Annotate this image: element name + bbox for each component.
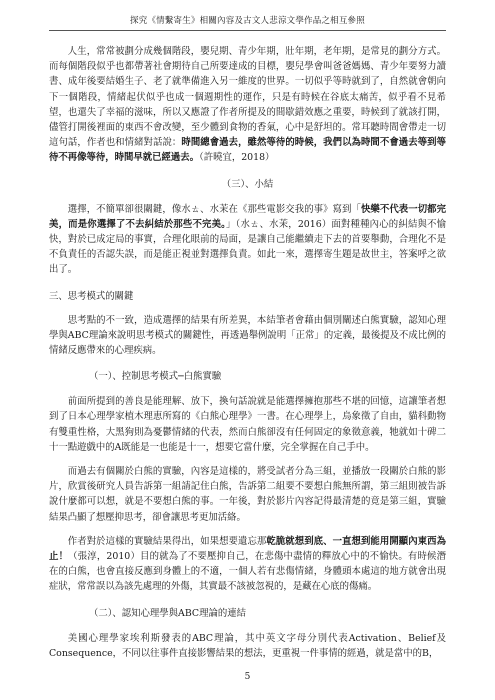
paragraph-text: 」（水ㄊ、水茉，2016）面對種種內心的糾結與不愉快，對於已成定局的事實，合理化眼前的局面，是讓自己能繼續走下去的首要舉動，合理化不是不負責任的否認失誤，而是能正視並對選擇負責。如此一來，選擇寄生題是故世主，答案呼之欲出了。 xyxy=(49,218,447,276)
bold-quote: 乾脆就想到底、一直想到能用開顯內東西為止！ xyxy=(49,535,446,563)
subsection-heading-abc-theory: （二）、認知心理學與ABC理論的連結 xyxy=(89,607,246,619)
page-number: 5 xyxy=(244,672,251,682)
chapter-heading-thinking-mode: 三、思考模式的關鍵 xyxy=(49,290,134,302)
paragraph-choice xyxy=(49,202,446,278)
paragraph-white-bear-result xyxy=(49,534,446,595)
citation: （許曉宜，2018） xyxy=(199,152,275,164)
bold-quote: 時間總會過去，雖然等待的時候，我們以為時間不會過去等到等待不再像等待，時間早就已經過去。 xyxy=(49,137,446,164)
paragraph-text: 人生，常常被劃分成幾個階段，嬰兒期、青少年期，壯年期，老年期，是常見的劃分方式。而每個階段似乎也都帶著社會期待自己所要達成的目標，嬰兒學會叫爸爸媽媽、青少年要努力讀書、成年後要結婚生子、老了就準備進入另一維度的世界。一切似乎等時就到了，自然就會朝向下一個階段，情緒起伏似乎也成一個週期性的運作，只是有時候在谷底太痛苦，似乎看不見希望，也還失了幸福的滋味，所以又應證了作者所提及的間歇錯效應之重要，時候到了就該打開，儘管打開後裡面的東西不會改變，至少體到食物的香氣，心中是舒坦的。常耳聽時間會帶走一切這句話，作者也和情緒對話說： xyxy=(49,46,446,149)
paragraph-white-bear-experiment: 而過去有個關於白熊的實驗，內容是這樣的，將受試者分為三組，並播放一段關於白熊的影片，欣賞後研究人員告訴第一組請記住白熊，告訴第二組要不要想白熊無所謂，第三組則被告訴說什麼都可以想，就是不要想白熊的事。一年後，對於影片內容記得最清楚的竟是第三組，實驗結果凸顯了想壓抑思考，卻會讓思考更加活絡。 xyxy=(49,466,446,523)
paragraph-abc-theory: 美國心理學家埃利斯發表的ABC理論，其中英文字母分別代表Activation、Belief及Consequence，不同以往事件直接影響結果的想法，更重視一件事情的經過，就是當中的B， xyxy=(49,632,446,659)
paragraph-text: （張淳，2010）目的就為了不要壓抑自己，在悲傷中盡情的釋放心中的不愉快。有時候潛在的白熊，也會直接反應到身體上的不適，一個人若有悲傷情緒，身體頭本處這的地方就會出現症狀，常常誤以為該先處理的外傷，其實最不該被忽視的，是藏在心底的傷痛。 xyxy=(49,551,446,593)
paragraph-text: 選擇，不簡單卻很關鍵，像水ㄊ、水茉在《那些電影交我的事》寫到「 xyxy=(67,203,361,215)
bold-quote: 快樂不代表一切都完美，而是你選擇了不去糾結於那些不完美。 xyxy=(49,203,446,230)
running-header: 探究《情繫寄生》相關內容及古文人悲涼文學作品之相互參照 xyxy=(49,14,446,31)
paragraph-white-bear-book: 前面所提到的善良是能理解、放下，換句話說就是能選擇擁抱那些不堪的回憶，這讓筆者想到了日本心理學家植木理恵所寫的《白熊心理學》一書。在心理學上，烏象徵了自由，貓科動物有雙重性格，大黑狗則為憂鬱情緒的代表，然而白熊卻沒有任何固定的象徵意義，牠就如十碑二十一點遊戲中的A既能是一也能是十一，想要它當什麼，完全掌握在自己手中。 xyxy=(49,396,446,453)
section-heading-summary: （三）、小結 xyxy=(221,178,274,190)
subsection-heading-white-bear: （一）、控制思考模式─白熊實驗 xyxy=(89,371,222,383)
paragraph-text: 作者對於這樣的實驗結果得出，如果想要遺忘那 xyxy=(67,535,267,547)
paragraph-thinking-intro: 思考點的不一致，造成選擇的結果有所差異，本結筆者會藉由個別闡述白熊實驗，認知心理學與ABC理論來說明思考模式的關鍵性，再透過舉例說明「正常」的定義，最後提及不成比例的情緒反應帶來的心理疾病。 xyxy=(49,314,446,357)
document-body xyxy=(49,44,446,661)
paragraph-life-stages xyxy=(49,44,446,166)
